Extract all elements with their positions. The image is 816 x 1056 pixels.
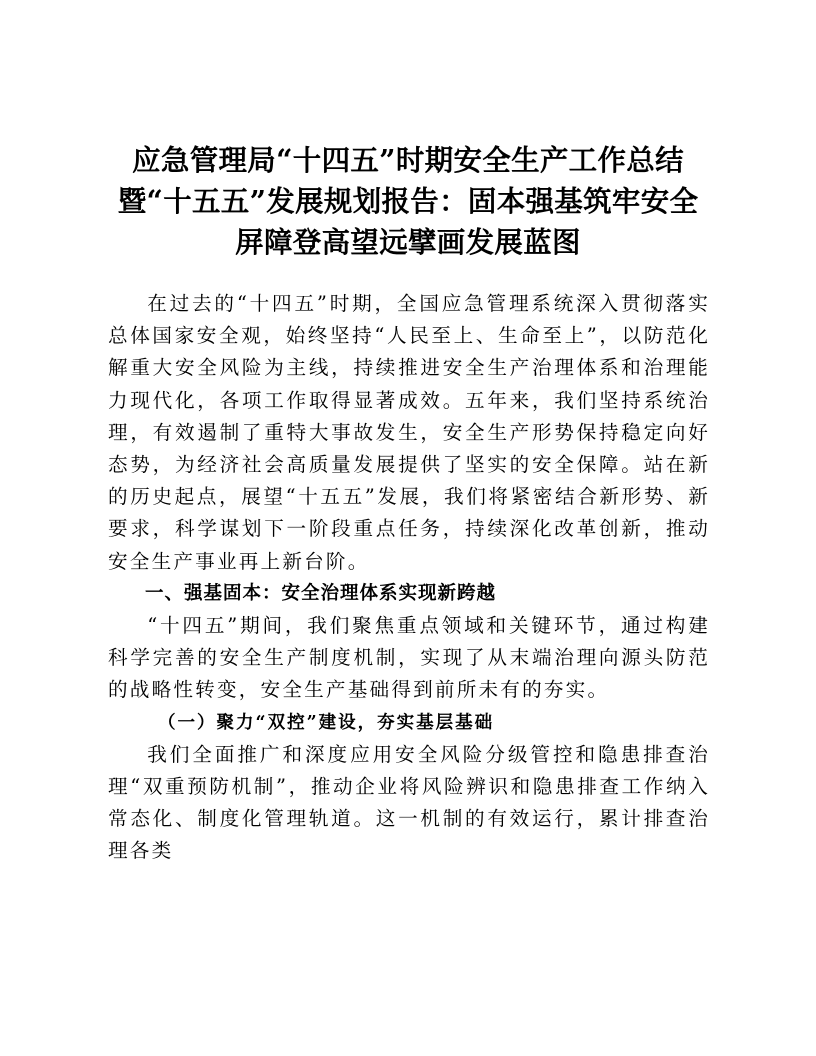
intro-paragraph: 在过去的“十四五”时期，全国应急管理系统深入贯彻落实总体国家安全观，始终坚持“人民至上、生命至上”，以防范化解重大安全风险为主线，持续推进安全生产治理体系和治理能力现代化，各项工作取得显著成效。五年来，我们坚持系统治理，有效遏制了重特大事故发生，安全生产形势保持稳定向好态势，为经济社会高质量发展提供了坚实的安全保障。站在新的历史起点，展望“十五五”发展，我们将紧密结合新形势、新要求，科学谋划下一阶段重点任务，持续深化改革创新，推动安全生产事业再上新台阶。 bbox=[108, 292, 710, 573]
document-body bbox=[108, 288, 710, 868]
section-heading: 一、强基固本：安全治理体系实现新跨越 bbox=[145, 582, 497, 604]
document-title: 应急管理局“十四五”时期安全生产工作总结暨“十五五”发展规划报告：固本强基筑牢安全屏障登高望远擘画发展蓝图 bbox=[117, 143, 699, 259]
subsection-heading: （一）聚力“双控”建设，夯实基层基础 bbox=[158, 712, 495, 733]
section-paragraph: “十四五”期间，我们聚焦重点领域和关键环节，通过构建科学完善的安全生产制度机制，实现了从末端治理向源头防范的战略性转变，安全生产基础得到前所未有的夯实。 bbox=[108, 614, 710, 702]
subsection-paragraph: 我们全面推广和深度应用安全风险分级管控和隐患排查治理“双重预防机制”，推动企业将风险辨识和隐患排查工作纳入常态化、制度化管理轨道。这一机制的有效运行，累计排查治理各类 bbox=[108, 742, 710, 863]
